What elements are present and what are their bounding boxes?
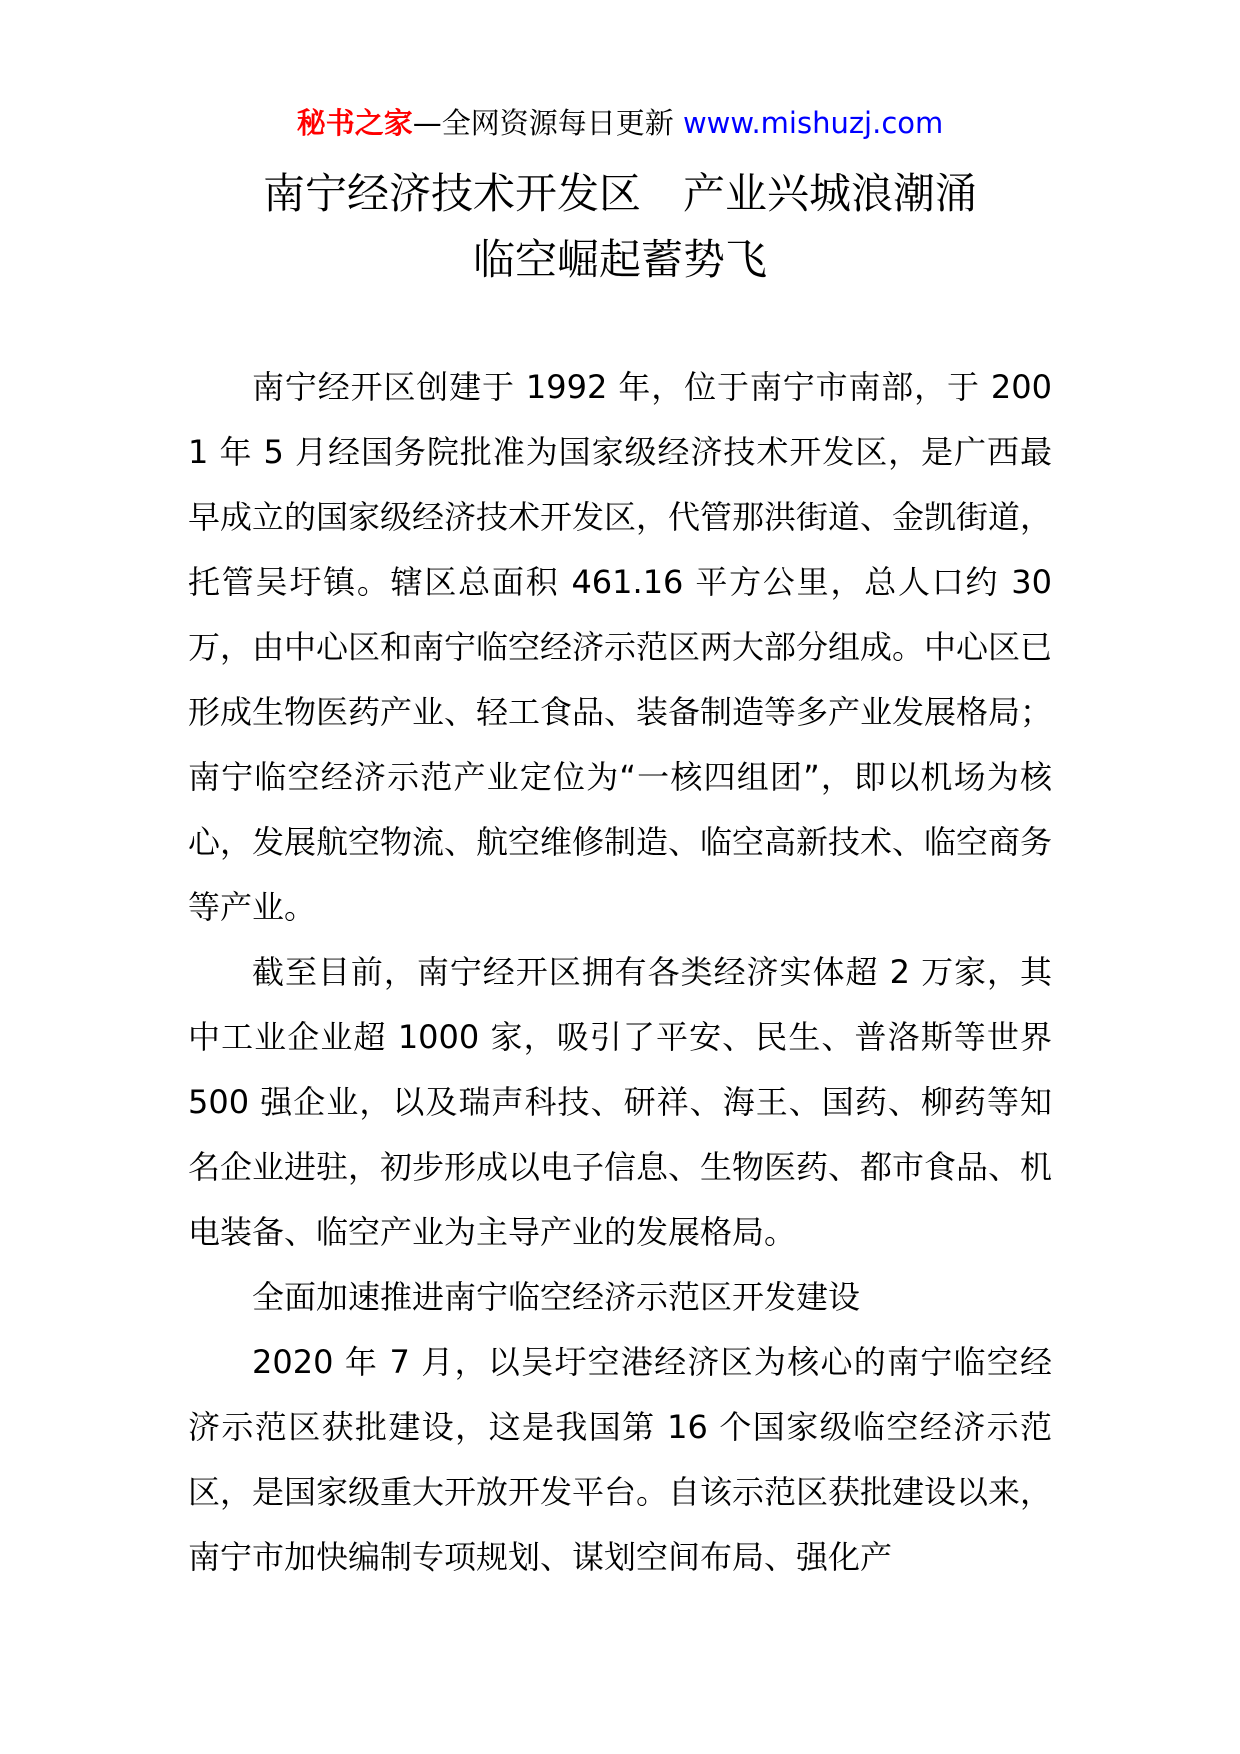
document-title-line-2: 临空崛起蓄势飞 xyxy=(472,235,767,284)
paragraph-airport-zone: 2020 年 7 月，以吴圩空港经济区为核心的南宁临空经济示范区获批建设，这是我国第 16 个国家级临空经济示范区，是国家级重大开放开发平台。自该示范区获批建设以来，南宁市加快编制专项规划、谋划空间布局、强化产 xyxy=(188,1343,1053,1576)
document-body xyxy=(188,355,1052,1590)
site-url: www.mishuzj.com xyxy=(673,106,944,140)
site-brand: 秘书之家 xyxy=(296,106,413,140)
site-tagline: —全网资源每日更新 xyxy=(412,106,674,140)
paragraph-intro: 南宁经开区创建于 1992 年，位于南宁市南部，于 2001 年 5 月经国务院批准为国家级经济技术开发区，是广西最早成立的国家级经济技术开发区，代管那洪街道、金凯街道，托管吴圩镇。辖区总面积 461.16 平方公里，总人口约 30 万，由中心区和南宁临空经济示范区两大部分组成。中心区已形成生物医药产业、轻工食品、装备制造等多产业发展格局；南宁临空经济示范产业定位为“一核四组团”，即以机场为核心，发展航空物流、航空维修制造、临空高新技术、临空商务等产业。 xyxy=(188,368,1053,926)
section-heading: 全面加速推进南宁临空经济示范区开发建设 xyxy=(252,1278,861,1316)
site-header xyxy=(0,101,1240,145)
document-title-line-1: 南宁经济技术开发区 产业兴城浪潮涌 xyxy=(262,169,977,218)
paragraph-enterprises: 截至目前，南宁经开区拥有各类经济实体超 2 万家，其中工业企业超 1000 家，吸引了平安、民生、普洛斯等世界 500 强企业，以及瑞声科技、研祥、海王、国药、柳药等知名企业进驻，初步形成以电子信息、生物医药、都市食品、机电装备、临空产业为主导产业的发展格局。 xyxy=(188,953,1053,1251)
